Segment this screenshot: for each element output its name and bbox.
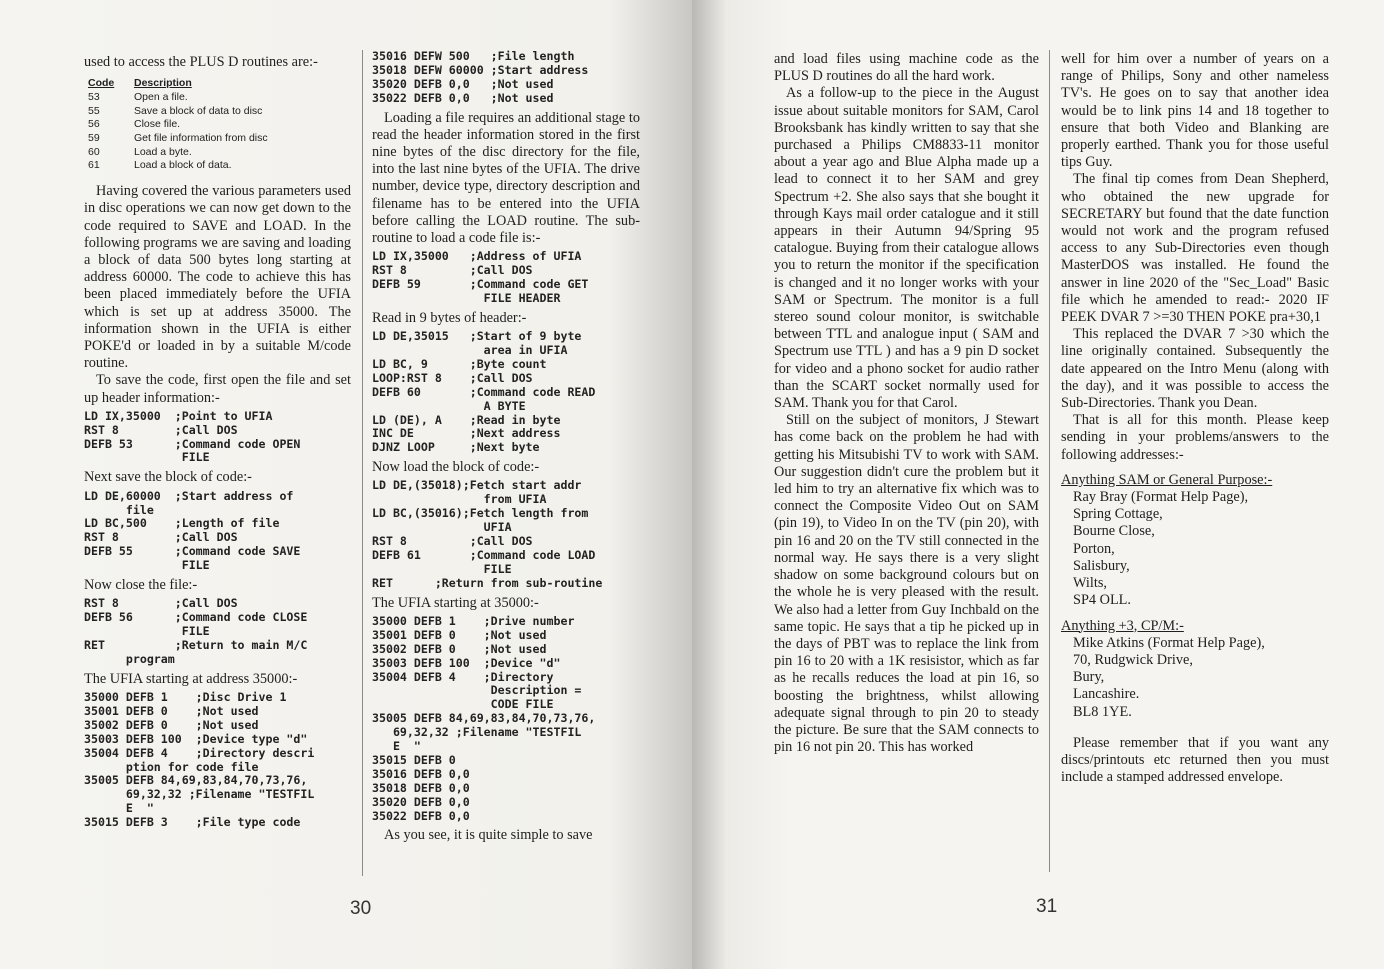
address-line: Bourne Close, [1073, 523, 1155, 540]
paragraph: To save the code, first open the file and set up header information:- [84, 372, 351, 406]
page-number: 30 [350, 898, 372, 919]
paragraph: Now close the file:- [84, 577, 198, 594]
table-header-row [88, 77, 351, 91]
paragraph: As a follow-up to the piece in the August issue about suitable monitors for SAM, Carol Brooksbank has kindly written to say that she purchased a Philips CM8833-11 monitor about a year ago and Blue Alpha made up a lead to connect it to her SAM and grey Spectrum +2. She also says that she bought it through Kays mail order catalogue and it still appears in their Autumn 94/Spring 95 catalogue. Buying from their catalogue allows you to return the monitor if the specification is changed and it no longer works with your SAM or Spectrum. The monitor is a full stereo sound colour monitor, is switchable between TTL and analogue input ( SAM and Spectrum use TTL ) and has a 9 pin D socket for video and a phono socket for audio rather than the SCART socket normally used for SAM. Thank you for that Carol. [774, 85, 1039, 412]
description-cell: Close file. [134, 118, 181, 131]
code-block: RST 8 ;Call DOS DEFB 56 ;Command code CLOSE FILE RET ;Return to main M/C program [84, 596, 308, 666]
code-block: 35000 DEFB 1 ;Drive number 35001 DEFB 0 ;Not used 35002 DEFB 0 ;Not used 35003 DEFB 100 ;Device "d" 35004 DEFB 4 ;Directory Description = CODE FILE 35005 DEFB 84,69,83,84,70,73,76, 69,32,32 ;Filename "TESTFIL E " 35015 DEFB 0 35016 DEFB 0,0 35018 DEFB 0,0 35020 DEFB 0,0 35022 DEFB 0,0 [372, 613, 596, 823]
code-block: 35016 DEFW 500 ;File length 35018 DEFW 60000 ;Start address 35020 DEFB 0,0 ;Not used 35022 DEFB 0,0 ;Not used [372, 50, 589, 105]
address-heading: Anything +3, CP/M:- [1061, 617, 1184, 634]
address-line: Lancashire. [1073, 686, 1140, 703]
paragraph: Next save the block of code:- [84, 469, 252, 486]
paragraph: That is all for this month. Please keep sending in your problems/answers to the following addresses:- [1061, 412, 1329, 463]
address-line: Salisbury, [1073, 557, 1130, 574]
address-line: 70, Rudgwick Drive, [1073, 651, 1193, 668]
address-line: Ray Bray (Format Help Page), [1073, 489, 1249, 506]
paragraph: The UFIA starting at address 35000:- [84, 670, 298, 687]
code-block: LD DE,60000 ;Start address of file LD BC,500 ;Length of file RST 8 ;Call DOS DEFB 55 ;Command code SAVE FILE [84, 488, 301, 573]
paragraph: well for him over a number of years on a range of Philips, Sony and other nameless TV's. He goes on to say that another idea would be to link pins 14 and 18 together to ensure that both Video and Blanking are properly earthed. Thank you for those useful tips Guy. [1061, 51, 1329, 171]
address-line: Bury, [1073, 669, 1105, 686]
code-block: LD DE,(35018);Fetch start addr from UFIA LD BC,(35016);Fetch length from UFIA RST 8 ;Call DOS DEFB 61 ;Command code LOAD FILE RET ;Return from sub-routine [372, 478, 603, 590]
address-block [1061, 489, 1329, 609]
address-line: Wilts, [1073, 575, 1107, 592]
paragraph: and load files using machine code as the PLUS D routines do all the hard work. [774, 51, 1039, 85]
paragraph: Please remember that if you want any discs/printouts etc returned then you must include a stamped addressed envelope. [1061, 734, 1329, 786]
table-header-description: Description [134, 77, 192, 90]
description-cell: Load a byte. [134, 145, 192, 158]
left-column-1 [84, 54, 351, 874]
code-cell: 55 [88, 104, 100, 117]
right-page [692, 0, 1384, 969]
description-cell: Get file information from disc [134, 132, 268, 145]
paragraph: The final tip comes from Dean Shepherd, who obtained the new upgrade for SECRETARY but found that the date function would not work and the program refused access to any Sub-Directories even though MasterDOS was installed. He found the answer in line 2020 of the "Sec_Load" Basic file which he amended to read:- 2020 IF PEEK DVAR 7 >=30 THEN POKE pra+30,1 [1061, 171, 1329, 326]
right-column-1 [774, 51, 1039, 871]
description-cell: Open a file. [134, 90, 188, 103]
right-column-2 [1061, 51, 1329, 873]
left-column-2 [372, 50, 640, 876]
address-block [1061, 635, 1329, 721]
code-block: LD IX,35000 ;Point to UFIA RST 8 ;Call DOS DEFB 53 ;Command code OPEN FILE [84, 408, 301, 465]
code-cell: 59 [88, 132, 100, 145]
code-block: LD IX,35000 ;Address of UFIA RST 8 ;Call DOS DEFB 59 ;Command code GET FILE HEADER [372, 249, 589, 305]
description-cell: Load a block of data. [134, 159, 232, 172]
paragraph: Read in 9 bytes of header:- [372, 309, 527, 326]
column-divider [1049, 50, 1050, 872]
code-cell: 56 [88, 118, 100, 131]
code-cell: 61 [88, 159, 100, 172]
address-line: Porton, [1073, 540, 1115, 557]
page-number: 31 [1036, 896, 1058, 917]
code-block: LD DE,35015 ;Start of 9 byte area in UFIA LD BC, 9 ;Byte count LOOP:RST 8 ;Call DOS DEFB 60 ;Command code READ A BYTE LD (DE), A ;Read in byte INC DE ;Next address DJNZ LOOP ;Next byte [372, 329, 596, 455]
table-row [88, 91, 351, 105]
code-cell: 53 [88, 90, 100, 103]
paragraph: This replaced the DVAR 7 >30 which the line originally contained. Subsequently the date appeared on the Intro Menu (along with the day), and it was possible to access the Sub-Directories. Thank you Dean. [1061, 326, 1329, 412]
table-row [88, 159, 351, 173]
paragraph: Having covered the various parameters used in disc operations we can now get down to the code required to SAVE and LOAD. In the following programs we are saving and loading a block of data 500 bytes long starting at address 60000. The code to achieve this has been placed immediately before the UFIA which is set up at address 35000. The information shown in the UFIA is either POKE'd or loaded in by a suitable M/code routine. [84, 183, 351, 372]
code-cell: 60 [88, 145, 100, 158]
address-line: Spring Cottage, [1073, 506, 1163, 523]
column-divider [362, 50, 363, 876]
table-row [88, 118, 351, 132]
table-row [88, 132, 351, 146]
intro-text: used to access the PLUS D routines are:- [84, 54, 318, 70]
address-heading: Anything SAM or General Purpose:- [1061, 471, 1273, 488]
paragraph: The UFIA starting at 35000:- [372, 594, 539, 611]
paragraph: Still on the subject of monitors, J Stewart has come back on the problem he had with getting his Mitsubishi TV to work with SAM. Our suggestion didn't cure the problem but it led him to try an alternative fix which was to connect the Composite Video Out on SAM (pin 19), to Video In on the TV (pin 20), with pin 16 and 20 on the TV still connected in the normal way. He says there is a very slight shadow on some background colours but on the whole he is very pleased with the result. We also had a letter from Guy Inchbald on the same topic. He says that a tip he picked up in the days of PBT was to replace the link from pin 16 to 20 with a 1K resisistor, which as far as he recalls reduces the load at pin 16, so boosting the brightness, whilst allowing adequate signal through to pin 20 to steady the picture. Be sure that the SAM connects to pin 16 not pin 20. This has worked [774, 412, 1039, 756]
address-line: Mike Atkins (Format Help Page), [1073, 634, 1265, 651]
paragraph: Loading a file requires an additional stage to read the header information stored in the first nine bytes of the disc directory for the file, into the last nine bytes of the UFIA. The drive number, device type, directory description and filename has to be entered into the UFIA before calling the LOAD routine. The sub-routine to load a code file is:- [372, 109, 640, 247]
address-line: SP4 OLL. [1073, 592, 1131, 609]
table-row [88, 146, 351, 160]
paragraph: As you see, it is quite simple to save [384, 827, 593, 844]
paragraph: Now load the block of code:- [372, 459, 540, 476]
dos-code-table [88, 77, 351, 173]
table-header-code: Code [88, 77, 115, 90]
description-cell: Save a block of data to disc [134, 104, 263, 117]
table-row [88, 105, 351, 119]
address-line: BL8 1YE. [1073, 703, 1132, 720]
code-block: 35000 DEFB 1 ;Disc Drive 1 35001 DEFB 0 ;Not used 35002 DEFB 0 ;Not used 35003 DEFB 100 ;Device type "d" 35004 DEFB 4 ;Directory descri ption for code file 35005 DEFB 84,69,83,84,70,73,76, 69,32,32 ;Filename "TESTFIL E " 35015 DEFB 3 ;File type code [84, 689, 315, 830]
